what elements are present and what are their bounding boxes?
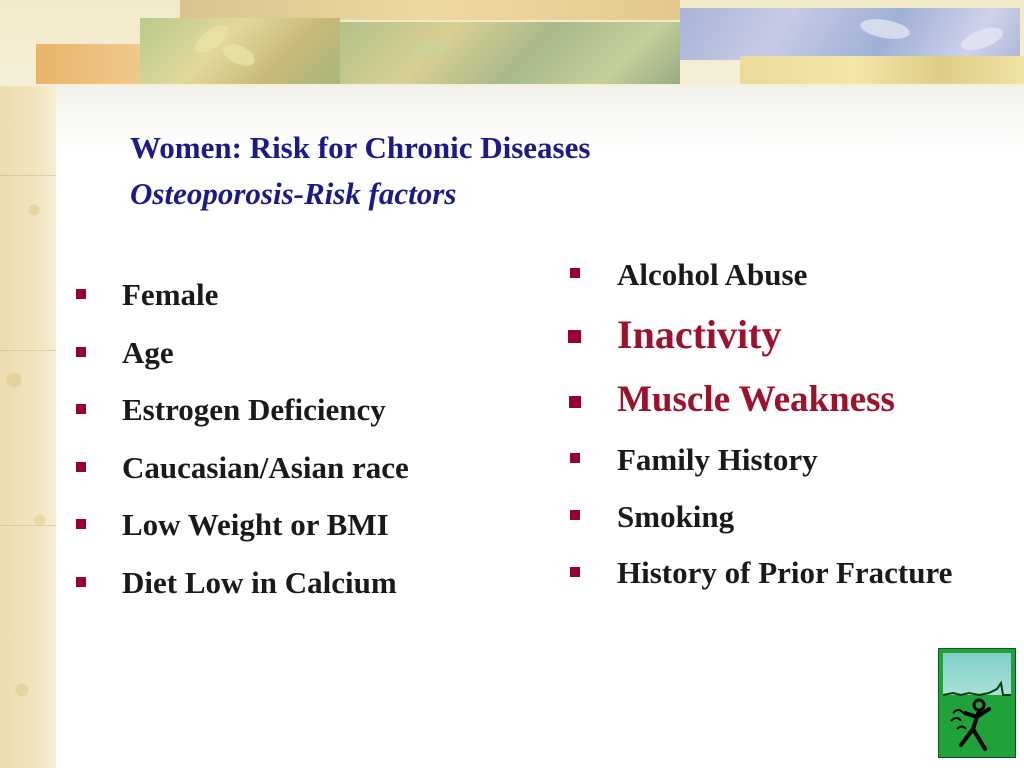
bullet-square-icon [568, 330, 581, 343]
bullet-square-icon [76, 289, 86, 299]
bullet-square-icon [570, 268, 580, 278]
list-item [72, 554, 522, 612]
list-item [72, 266, 522, 324]
slide-title: Women: Risk for Chronic Diseases [130, 130, 591, 165]
left-bullet-list [72, 266, 522, 611]
list-item [566, 250, 976, 300]
banner-tile [340, 22, 680, 84]
list-item [566, 549, 976, 597]
list-item-text: Age [122, 334, 174, 370]
parchment-divider [0, 350, 56, 351]
slide-subtitle: Osteoporosis-Risk factors [130, 176, 457, 211]
bullet-square-icon [569, 396, 581, 408]
bullet-square-icon [570, 567, 580, 577]
right-bullet-list [566, 250, 976, 604]
bullet-square-icon [76, 347, 86, 357]
list-item-emphasized [566, 307, 976, 363]
list-item-emphasized [566, 373, 976, 427]
list-item-text: Muscle Weakness [617, 379, 895, 420]
list-item [72, 496, 522, 554]
list-item-text: Estrogen Deficiency [122, 392, 386, 427]
bullet-square-icon [570, 510, 580, 520]
list-item-text: Caucasian/Asian race [122, 449, 409, 485]
list-item-text: History of Prior Fracture [617, 555, 953, 590]
bullet-square-icon [76, 577, 86, 587]
parchment-divider [0, 525, 56, 526]
banner-tile [740, 56, 1024, 84]
list-item [72, 324, 522, 382]
list-item [566, 435, 976, 485]
running-figure-logo-icon [938, 648, 1016, 758]
list-item-text: Alcohol Abuse [617, 257, 808, 292]
bullet-square-icon [76, 462, 86, 472]
list-item-text: Low Weight or BMI [122, 507, 389, 542]
list-item-text: Inactivity [617, 312, 782, 357]
parchment-border [0, 0, 56, 768]
list-item-text: Female [122, 277, 219, 312]
running-figure-icon [939, 649, 1015, 757]
banner-tile [36, 44, 141, 84]
bullet-square-icon [76, 519, 86, 529]
parchment-divider [0, 175, 56, 176]
banner-tile [180, 0, 680, 20]
list-item [72, 381, 522, 439]
list-item [72, 439, 522, 497]
decorative-banner [0, 0, 1024, 86]
list-item-text: Family History [617, 442, 818, 477]
list-item [566, 492, 976, 542]
bullet-square-icon [570, 453, 580, 463]
list-item-text: Smoking [617, 499, 735, 534]
bullet-square-icon [76, 404, 86, 414]
list-item-text: Diet Low in Calcium [122, 564, 397, 600]
